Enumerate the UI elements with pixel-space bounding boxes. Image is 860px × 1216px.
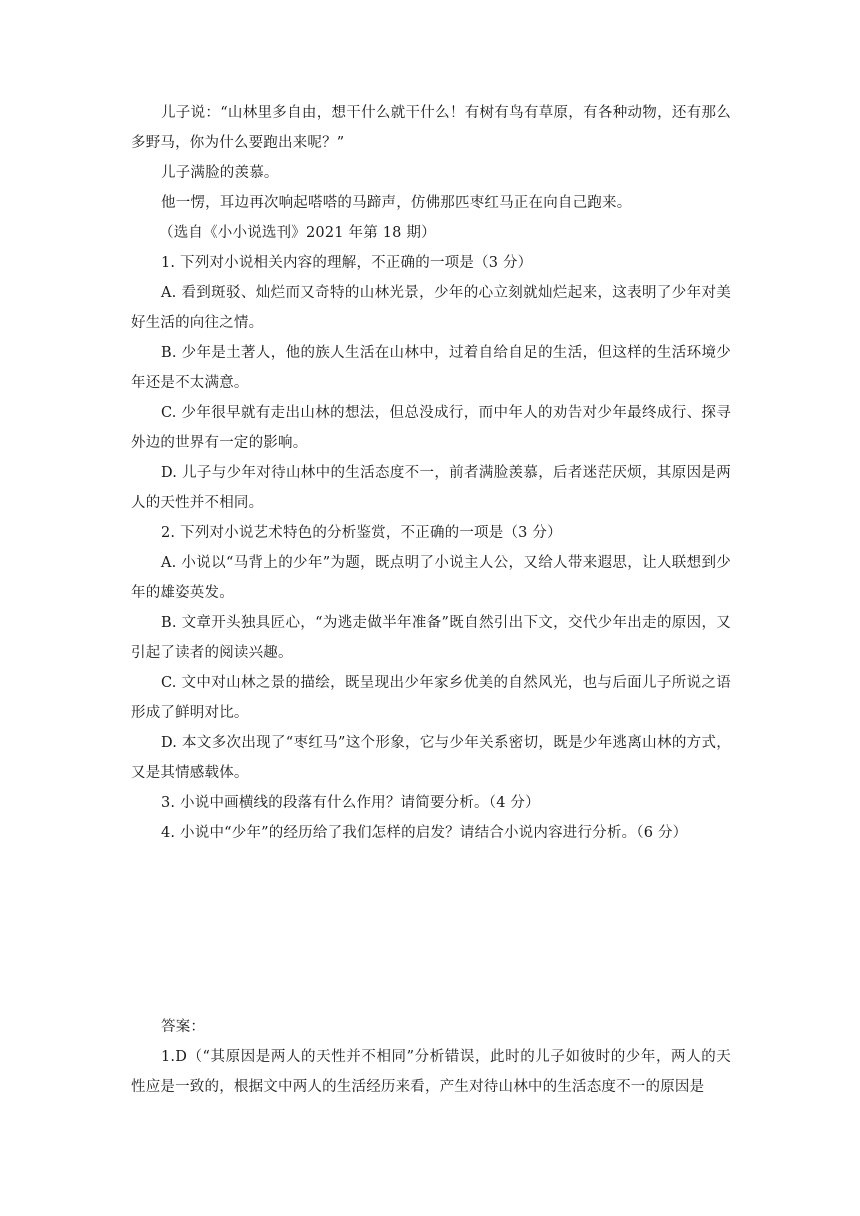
answer-line: 1.D（“其原因是两人的天性并不相同”分析错误，此时的儿子如彼时的少年，两人的天性应是一致的，根据文中两人的生活经历来看，产生对待山林中的生活态度不一的原因是: [131, 1049, 731, 1095]
story-paragraph: 儿子说：“山林里多自由，想干什么就干什么！有树有鸟有草原，有各种动物，还有那么多野马，你为什么要跑出来呢？”: [131, 105, 731, 151]
question-option: D. 儿子与少年对待山林中的生活态度不一，前者满脸羡慕，后者迷茫厌烦，其原因是两人的天性并不相同。: [131, 465, 731, 511]
question-option: B. 少年是土著人，他的族人生活在山林中，过着自给自足的生活，但这样的生活环境少年还是不太满意。: [131, 345, 731, 391]
question-option: A. 看到斑驳、灿烂而又奇特的山林光景，少年的心立刻就灿烂起来，这表明了少年对美好生活的向往之情。: [131, 285, 731, 331]
question-option: C. 文中对山林之景的描绘，既呈现出少年家乡优美的自然风光，也与后面儿子所说之语形成了鲜明对比。: [131, 675, 731, 721]
question-option: D. 本文多次出现了“枣红马”这个形象，它与少年关系密切，既是少年逃离山林的方式，又是其情感载体。: [131, 735, 731, 781]
answer-heading: 答案：: [161, 1019, 206, 1035]
answer-section: [131, 1012, 731, 1102]
question-stem: 1. 下列对小说相关内容的理解，不正确的一项是（3 分）: [161, 255, 533, 271]
question-option: A. 小说以“马背上的少年”为题，既点明了小说主人公，又给人带来遐思，让人联想到少年的雄姿英发。: [131, 555, 731, 601]
question-stem: 4. 小说中“少年”的经历给了我们怎样的启发？请结合小说内容进行分析。（6 分）: [161, 825, 688, 841]
question-option: B. 文章开头独具匠心，“为逃走做半年准备”既自然引出下文，交代少年出走的原因，又引起了读者的阅读兴趣。: [131, 615, 731, 661]
story-paragraph: 他一愣，耳边再次响起嗒嗒的马蹄声，仿佛那匹枣红马正在向自己跑来。: [161, 195, 632, 211]
story-paragraph: 儿子满脸的羡慕。: [161, 165, 279, 181]
question-stem: 2. 下列对小说艺术特色的分析鉴赏，不正确的一项是（3 分）: [161, 525, 562, 541]
question-stem: 3. 小说中画横线的段落有什么作用？请简要分析。（4 分）: [161, 795, 540, 811]
reading-section: [131, 98, 731, 848]
question-option: C. 少年很早就有走出山林的想法，但总没成行，而中年人的劝告对少年最终成行、探寻外边的世界有一定的影响。: [131, 405, 731, 451]
source-note: （选自《小小说选刊》2021 年第 18 期）: [159, 225, 436, 241]
